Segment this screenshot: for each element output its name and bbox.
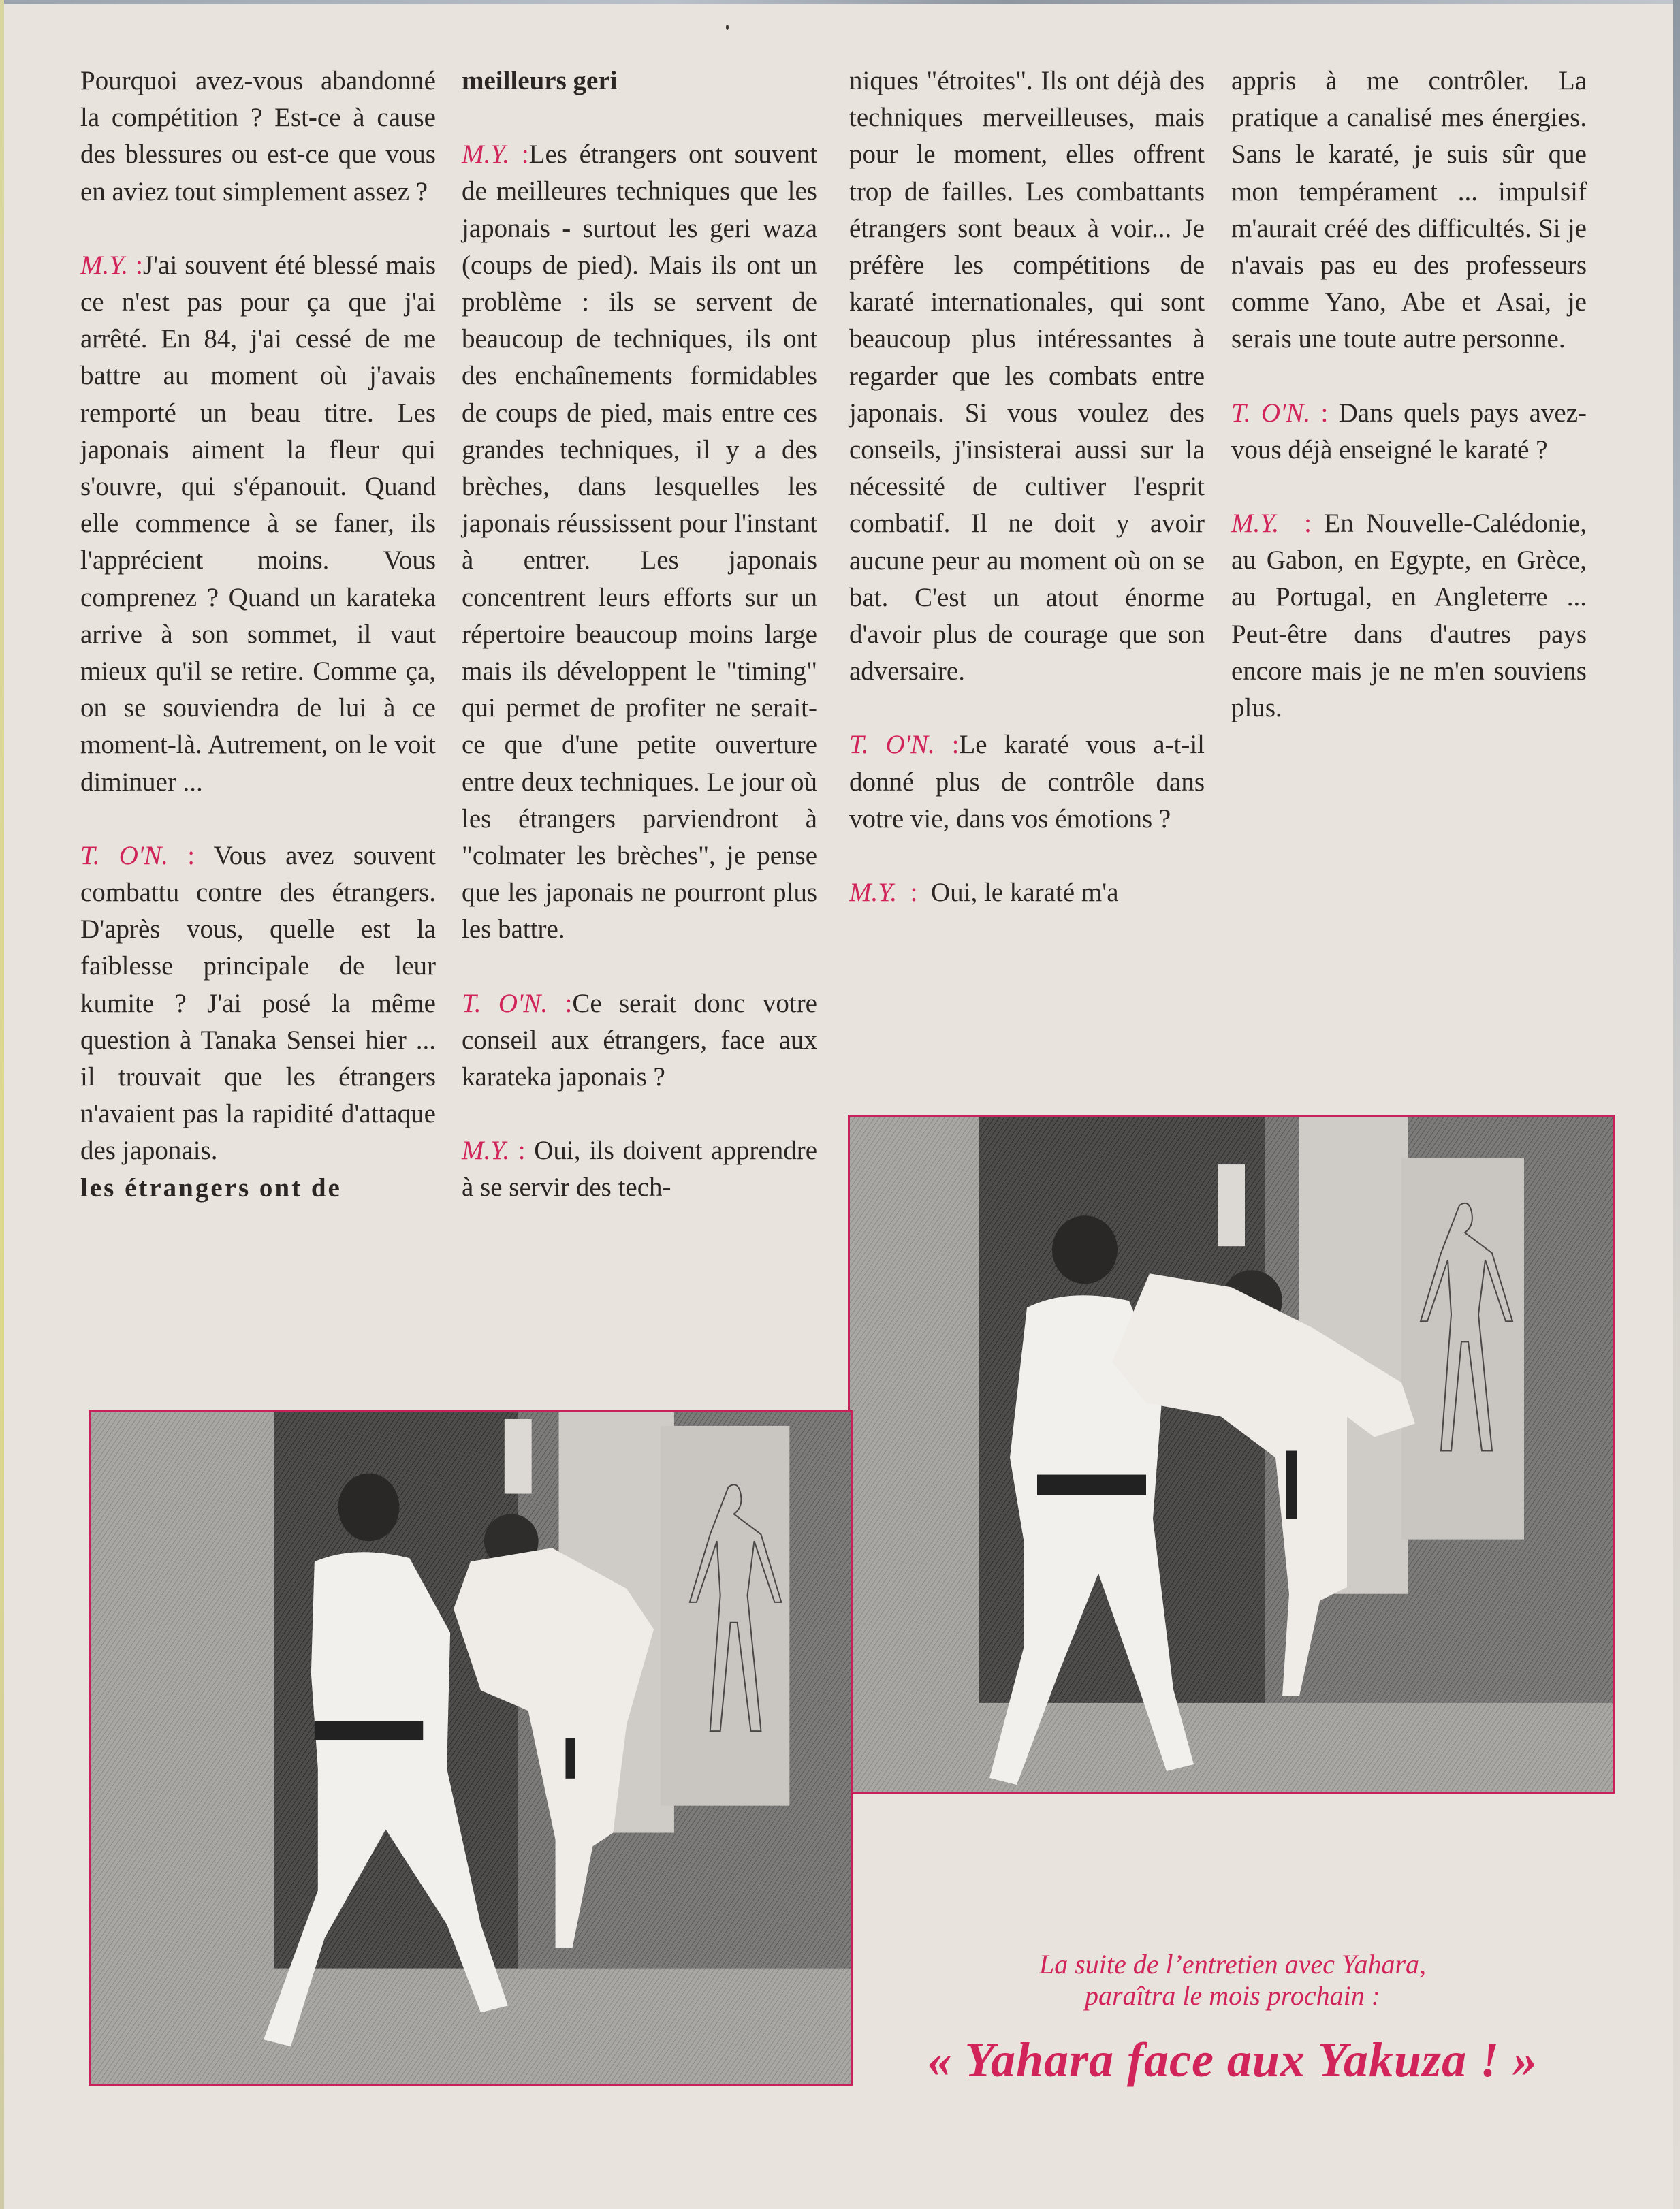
answer-continuation	[1231, 63, 1587, 358]
question-paragraph	[80, 63, 436, 210]
speaker-colon: :	[518, 1136, 526, 1166]
speaker-label-ton: T. O'N.	[849, 730, 935, 760]
paragraph-text: Oui, le karaté m'a	[930, 878, 1119, 908]
paragraph-text: Les étrangers ont souvent de meilleures techniques que les japonais - surtout les geri waza (coups de pied). Mais ils ont un problème : ils se servent de beaucoup de techniques, ils ont des enchaînements formidables de coups de pied, mais entre ces grandes techniques, il y a des brèches, dans lesquelles les japonais réussissent pour l'instant à entrer. Les japonais concentrent leurs efforts sur un répertoire beaucoup moins large mais ils développent le "timing" qui permet de profiter ne serait-ce que d'une petite ouverture entre deux techniques. Le jour où les étrangers parviendront à "colmater les brèches", je pense que les japonais ne pourront plus les battre.	[462, 140, 818, 944]
answer-paragraph	[462, 136, 817, 948]
answer-paragraph	[849, 874, 1205, 911]
speaker-colon: :	[910, 878, 918, 908]
next-issue-caption-line-2: paraîtra le mois prochain :	[1084, 1980, 1381, 2011]
paragraph-text: Ce serait donc votre conseil aux étrangers, face aux karateka japonais ?	[462, 988, 817, 1092]
paragraph-text: Dans quels pays avez-vous déjà enseigné le karaté ?	[1231, 398, 1587, 464]
paragraph-text: niques "étroites". Ils ont déjà des techniques merveilleuses, mais pour le moment, elles offrent trop de failles. Les combattants étrangers sont beaux à voir... Je préfère les compétitions de karaté internationales, qui sont beaucoup plus intéressantes à regarder que les combats entre japonais. Si vous voulez des conseils, j'insisterai aussi sur la nécessité de cultiver l'esprit combatif. Il ne doit y avoir aucune peur au moment où on se bat. C'est un atout énorme d'avoir plus de courage que son adversaire.	[849, 66, 1205, 686]
answer-paragraph	[1231, 505, 1587, 727]
question-paragraph	[849, 727, 1205, 838]
speaker-colon: :	[1320, 398, 1329, 428]
page-right-edge	[1673, 0, 1680, 2209]
article-column-2	[462, 63, 817, 1207]
paragraph-text: Vous avez souvent combattu contre des étrangers. D'après vous, quelle est la faiblesse principale de leur kumite ? J'ai posé la même question à Tanaka Sensei hier ... il trouvait que les étrangers n'avaient pas la rapidité d'attaque des japonais.	[80, 840, 437, 1166]
speaker-label-my: M.Y.	[462, 1136, 510, 1166]
answer-paragraph	[80, 247, 436, 801]
speaker-label-my: M.Y.	[462, 140, 510, 170]
page-left-edge	[0, 0, 4, 2209]
photo-illustration	[91, 1412, 851, 2084]
karate-photo-kick	[848, 1115, 1615, 1794]
article-column-1	[80, 63, 436, 1207]
paragraph-text: En Nouvelle-Calédonie, au Gabon, en Egypte, en Grèce, au Portugal, en Angleterre ... Peut-être dans d'autres pays encore mais je ne m'en souviens plus.	[1231, 509, 1587, 723]
speaker-colon: :	[951, 730, 960, 760]
speaker-label-ton: T. O'N.	[1231, 398, 1311, 428]
question-paragraph	[80, 838, 436, 1207]
paragraph-text: Oui, ils doivent apprendre à se servir des tech-	[462, 1136, 818, 1203]
speaker-colon: :	[565, 988, 573, 1018]
page-top-edge	[0, 0, 1680, 4]
speaker-colon: :	[136, 250, 143, 280]
speaker-colon: :	[1304, 509, 1312, 539]
question-paragraph	[1231, 395, 1587, 468]
subheading-fragment: meilleurs geri	[462, 66, 618, 95]
speaker-label-my: M.Y.	[80, 250, 129, 280]
speaker-colon: :	[187, 840, 195, 870]
paragraph-text: appris à me contrôler. La pratique a canalisé mes énergies. Sans le karaté, je suis sûr que mon tempérament ... impulsif m'aurait créé des difficultés. Si je n'avais pas eu des professeurs comme Yano, Abe et Asai, je serais une toute autre personne.	[1231, 66, 1587, 354]
article-column-4	[1231, 63, 1587, 727]
speaker-label-my: M.Y.	[849, 878, 898, 908]
speaker-label-my: M.Y.	[1231, 509, 1280, 539]
answer-paragraph	[462, 1132, 817, 1206]
photo-illustration	[850, 1117, 1613, 1792]
subheading-fragment: les étrangers ont de	[80, 1173, 342, 1203]
speaker-colon: :	[521, 140, 529, 170]
article-column-3	[849, 63, 1205, 911]
paragraph-text: J'ai souvent été blessé mais ce n'est pas pour ça que j'ai arrêté. En 84, j'ai cessé de me battre au moment où j'avais remporté un beau titre. Les japonais aiment la fleur qui s'ouvre, qui s'épanouit. Quand elle commence à se faner, ils l'apprécient moins. Vous comprenez ? Quand un karateka arrive à son sommet, il vaut mieux qu'il se retire. Comme ça, on se souviendra de lui à ce moment-là. Autrement, on le voit diminuer ...	[80, 250, 436, 797]
next-issue-headline: « Yahara face aux Yakuza ! »	[927, 2033, 1538, 2087]
karate-photo-front-kick	[89, 1410, 853, 2086]
question-paragraph	[462, 985, 817, 1096]
speaker-label-ton: T. O'N.	[462, 988, 548, 1018]
subheading-paragraph	[462, 63, 817, 99]
speaker-label-ton: T. O'N.	[80, 840, 169, 870]
paragraph-text: Pourquoi avez-vous abandonné la compétition ? Est-ce à cause des blessures ou est-ce que vous en aviez tout simplement assez ?	[80, 66, 436, 206]
answer-continuation	[849, 63, 1205, 690]
print-speck	[726, 25, 729, 30]
paragraph-text: Le karaté vous a-t-il donné plus de contrôle dans votre vie, dans vos émotions ?	[849, 730, 1205, 833]
next-issue-caption-line-1: La suite de l’entretien avec Yahara,	[1039, 1949, 1427, 1980]
